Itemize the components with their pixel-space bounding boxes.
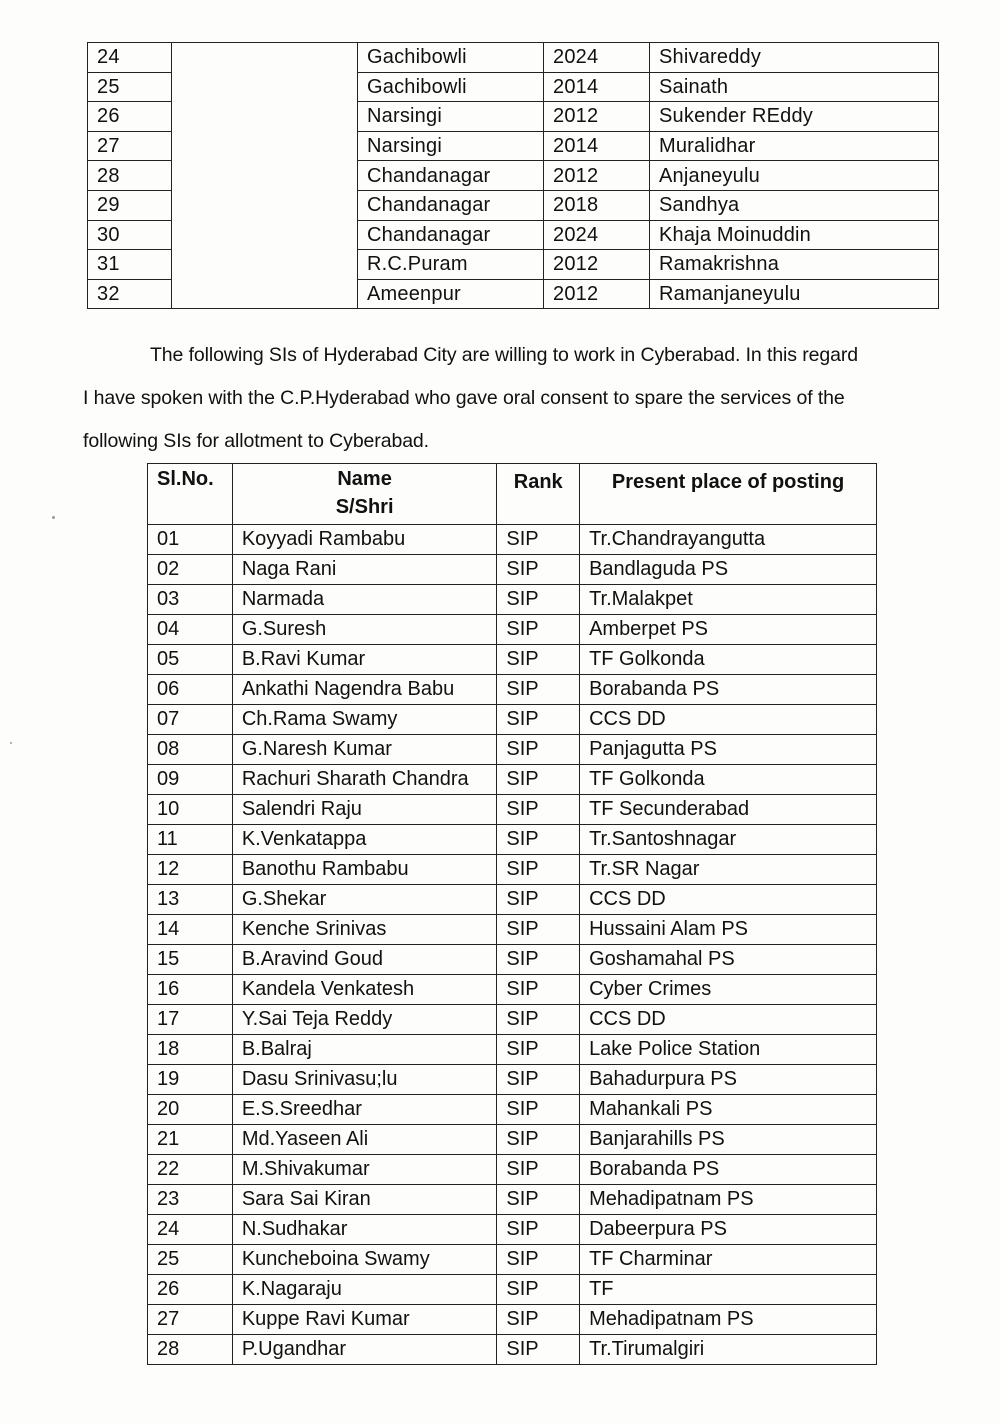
previous-list-table: [87, 42, 939, 309]
table-row: [148, 1095, 877, 1125]
sl-no-cell: 23: [148, 1185, 233, 1215]
row-number: 28: [88, 161, 172, 191]
officer-name-cell: Banothu Rambabu: [232, 855, 497, 885]
posting-cell: Borabanda PS: [580, 1155, 877, 1185]
officer-name-cell: G.Suresh: [232, 615, 497, 645]
name-cell: Khaja Moinuddin: [650, 220, 939, 250]
row-number: 25: [88, 72, 172, 102]
sl-no-cell: 14: [148, 915, 233, 945]
table-row: [148, 975, 877, 1005]
table-row: [148, 855, 877, 885]
posting-cell: Cyber Crimes: [580, 975, 877, 1005]
blank-cell: [172, 190, 358, 220]
paragraph-line-2: I have spoken with the C.P.Hyderabad who gave oral consent to spare the services of the: [83, 387, 845, 409]
officer-name-cell: M.Shivakumar: [232, 1155, 497, 1185]
officer-name-cell: Kenche Srinivas: [232, 915, 497, 945]
sl-no-cell: 18: [148, 1035, 233, 1065]
blank-cell: [172, 220, 358, 250]
table-row: [148, 705, 877, 735]
sl-no-cell: 21: [148, 1125, 233, 1155]
sl-no-cell: 11: [148, 825, 233, 855]
header-name-line-1: Name: [337, 468, 392, 490]
posting-cell: Lake Police Station: [580, 1035, 877, 1065]
sl-no-cell: 02: [148, 555, 233, 585]
officer-name-cell: B.Ravi Kumar: [232, 645, 497, 675]
rank-cell: SIP: [497, 855, 580, 885]
row-number: 31: [88, 250, 172, 280]
year-cell: 2024: [544, 220, 650, 250]
rank-cell: SIP: [497, 1035, 580, 1065]
sl-no-cell: 26: [148, 1275, 233, 1305]
rank-cell: SIP: [497, 975, 580, 1005]
rank-cell: SIP: [497, 645, 580, 675]
posting-cell: Amberpet PS: [580, 615, 877, 645]
blank-cell: [172, 131, 358, 161]
table-row: [148, 945, 877, 975]
row-number: 26: [88, 102, 172, 132]
posting-cell: CCS DD: [580, 705, 877, 735]
sl-no-cell: 13: [148, 885, 233, 915]
officer-name-cell: Sara Sai Kiran: [232, 1185, 497, 1215]
posting-cell: Tr.Chandrayangutta: [580, 525, 877, 555]
table-row: [88, 102, 939, 132]
sl-no-cell: 28: [148, 1335, 233, 1365]
table-row: [88, 220, 939, 250]
posting-cell: Mahankali PS: [580, 1095, 877, 1125]
officer-name-cell: Kandela Venkatesh: [232, 975, 497, 1005]
posting-cell: Tr.SR Nagar: [580, 855, 877, 885]
row-number: 27: [88, 131, 172, 161]
previous-list-body: [88, 43, 939, 309]
sl-no-cell: 07: [148, 705, 233, 735]
blank-cell: [172, 161, 358, 191]
year-cell: 2012: [544, 250, 650, 280]
posting-cell: TF Golkonda: [580, 765, 877, 795]
rank-cell: SIP: [497, 1155, 580, 1185]
posting-cell: Panjagutta PS: [580, 735, 877, 765]
officer-name-cell: E.S.Sreedhar: [232, 1095, 497, 1125]
table-row: [148, 645, 877, 675]
table-row: [148, 765, 877, 795]
officer-name-cell: B.Aravind Goud: [232, 945, 497, 975]
header-name-line-2: S/Shri: [335, 496, 394, 518]
posting-cell: Dabeerpura PS: [580, 1215, 877, 1245]
rank-cell: SIP: [497, 1275, 580, 1305]
table-header-row: [148, 464, 877, 525]
rank-cell: SIP: [497, 1095, 580, 1125]
sl-no-cell: 09: [148, 765, 233, 795]
table-row: [88, 161, 939, 191]
place-cell: Chandanagar: [358, 190, 544, 220]
name-cell: Muralidhar: [650, 131, 939, 161]
rank-cell: SIP: [497, 945, 580, 975]
rank-cell: SIP: [497, 765, 580, 795]
rank-cell: SIP: [497, 795, 580, 825]
si-allotment-table: [147, 463, 877, 1365]
table-row: [88, 72, 939, 102]
posting-cell: Tr.Tirumalgiri: [580, 1335, 877, 1365]
table-row: [148, 825, 877, 855]
rank-cell: SIP: [497, 1245, 580, 1275]
table-row: [148, 1125, 877, 1155]
table-row: [148, 1335, 877, 1365]
officer-name-cell: P.Ugandhar: [232, 1335, 497, 1365]
paragraph-line-3: following SIs for allotment to Cyberabad.: [83, 430, 429, 452]
blank-cell: [172, 72, 358, 102]
place-cell: Narsingi: [358, 102, 544, 132]
posting-cell: Goshamahal PS: [580, 945, 877, 975]
table-row: [148, 585, 877, 615]
posting-cell: TF: [580, 1275, 877, 1305]
rank-cell: SIP: [497, 915, 580, 945]
scan-speck: [10, 742, 12, 744]
rank-cell: SIP: [497, 1335, 580, 1365]
officer-name-cell: G.Naresh Kumar: [232, 735, 497, 765]
sl-no-cell: 22: [148, 1155, 233, 1185]
posting-cell: Bandlaguda PS: [580, 555, 877, 585]
name-cell: Anjaneyulu: [650, 161, 939, 191]
name-cell: Ramanjaneyulu: [650, 279, 939, 309]
table-row: [148, 1305, 877, 1335]
table-row: [148, 1155, 877, 1185]
officer-name-cell: Naga Rani: [232, 555, 497, 585]
table-row: [88, 43, 939, 73]
year-cell: 2012: [544, 102, 650, 132]
table-row: [148, 615, 877, 645]
table-row: [148, 735, 877, 765]
paragraph-line-1: The following SIs of Hyderabad City are willing to work in Cyberabad. In this regard: [150, 344, 859, 366]
officer-name-cell: Y.Sai Teja Reddy: [232, 1005, 497, 1035]
sl-no-cell: 01: [148, 525, 233, 555]
table-row: [88, 279, 939, 309]
sl-no-cell: 05: [148, 645, 233, 675]
name-cell: Sainath: [650, 72, 939, 102]
sl-no-cell: 16: [148, 975, 233, 1005]
table-row: [148, 1035, 877, 1065]
name-cell: Sukender REddy: [650, 102, 939, 132]
blank-cell: [172, 279, 358, 309]
rank-cell: SIP: [497, 675, 580, 705]
officer-name-cell: Dasu Srinivasu;lu: [232, 1065, 497, 1095]
table-row: [88, 131, 939, 161]
officer-name-cell: Narmada: [232, 585, 497, 615]
posting-cell: TF Secunderabad: [580, 795, 877, 825]
sl-no-cell: 20: [148, 1095, 233, 1125]
header-sl-no: Sl.No.: [148, 464, 233, 525]
name-cell: Sandhya: [650, 190, 939, 220]
year-cell: 2012: [544, 161, 650, 191]
table-row: [148, 675, 877, 705]
row-number: 24: [88, 43, 172, 73]
sl-no-cell: 08: [148, 735, 233, 765]
rank-cell: SIP: [497, 735, 580, 765]
year-cell: 2012: [544, 279, 650, 309]
posting-cell: Mehadipatnam PS: [580, 1305, 877, 1335]
rank-cell: SIP: [497, 705, 580, 735]
place-cell: R.C.Puram: [358, 250, 544, 280]
header-name: [232, 464, 497, 525]
place-cell: Chandanagar: [358, 220, 544, 250]
sl-no-cell: 06: [148, 675, 233, 705]
place-cell: Gachibowli: [358, 43, 544, 73]
place-cell: Chandanagar: [358, 161, 544, 191]
blank-cell: [172, 43, 358, 73]
year-cell: 2018: [544, 190, 650, 220]
sl-no-cell: 27: [148, 1305, 233, 1335]
posting-cell: Mehadipatnam PS: [580, 1185, 877, 1215]
row-number: 29: [88, 190, 172, 220]
table-row: [148, 915, 877, 945]
posting-cell: Borabanda PS: [580, 675, 877, 705]
posting-cell: Banjarahills PS: [580, 1125, 877, 1155]
officer-name-cell: G.Shekar: [232, 885, 497, 915]
table-row: [88, 250, 939, 280]
rank-cell: SIP: [497, 525, 580, 555]
rank-cell: SIP: [497, 615, 580, 645]
officer-name-cell: Koyyadi Rambabu: [232, 525, 497, 555]
place-cell: Narsingi: [358, 131, 544, 161]
row-number: 32: [88, 279, 172, 309]
posting-cell: Bahadurpura PS: [580, 1065, 877, 1095]
sl-no-cell: 19: [148, 1065, 233, 1095]
posting-cell: TF Golkonda: [580, 645, 877, 675]
table-row: [148, 1065, 877, 1095]
sl-no-cell: 12: [148, 855, 233, 885]
rank-cell: SIP: [497, 1185, 580, 1215]
sl-no-cell: 17: [148, 1005, 233, 1035]
officer-name-cell: Salendri Raju: [232, 795, 497, 825]
officer-name-cell: Md.Yaseen Ali: [232, 1125, 497, 1155]
sl-no-cell: 03: [148, 585, 233, 615]
table-row: [148, 1005, 877, 1035]
name-cell: Shivareddy: [650, 43, 939, 73]
consent-paragraph: [83, 334, 943, 463]
sl-no-cell: 10: [148, 795, 233, 825]
rank-cell: SIP: [497, 1065, 580, 1095]
rank-cell: SIP: [497, 825, 580, 855]
rank-cell: SIP: [497, 585, 580, 615]
sl-no-cell: 24: [148, 1215, 233, 1245]
row-number: 30: [88, 220, 172, 250]
officer-name-cell: Rachuri Sharath Chandra: [232, 765, 497, 795]
posting-cell: CCS DD: [580, 1005, 877, 1035]
table-row: [148, 1245, 877, 1275]
sl-no-cell: 25: [148, 1245, 233, 1275]
sl-no-cell: 04: [148, 615, 233, 645]
blank-cell: [172, 102, 358, 132]
posting-cell: TF Charminar: [580, 1245, 877, 1275]
officer-name-cell: Kuppe Ravi Kumar: [232, 1305, 497, 1335]
posting-cell: CCS DD: [580, 885, 877, 915]
officer-name-cell: K.Nagaraju: [232, 1275, 497, 1305]
table-row: [148, 885, 877, 915]
page-corner-mark: [0, 0, 44, 38]
officer-name-cell: Kuncheboina Swamy: [232, 1245, 497, 1275]
posting-cell: Tr.Santoshnagar: [580, 825, 877, 855]
place-cell: Ameenpur: [358, 279, 544, 309]
rank-cell: SIP: [497, 1305, 580, 1335]
rank-cell: SIP: [497, 1005, 580, 1035]
header-rank: Rank: [497, 464, 580, 525]
officer-name-cell: Ankathi Nagendra Babu: [232, 675, 497, 705]
officer-name-cell: Ch.Rama Swamy: [232, 705, 497, 735]
table-row: [88, 190, 939, 220]
table-row: [148, 1275, 877, 1305]
year-cell: 2014: [544, 72, 650, 102]
table-row: [148, 555, 877, 585]
scan-speck: [52, 516, 55, 519]
table-row: [148, 795, 877, 825]
officer-name-cell: N.Sudhakar: [232, 1215, 497, 1245]
table-row: [148, 1215, 877, 1245]
blank-cell: [172, 250, 358, 280]
rank-cell: SIP: [497, 1125, 580, 1155]
name-cell: Ramakrishna: [650, 250, 939, 280]
table-row: [148, 525, 877, 555]
place-cell: Gachibowli: [358, 72, 544, 102]
header-posting: Present place of posting: [580, 464, 877, 525]
rank-cell: SIP: [497, 555, 580, 585]
sl-no-cell: 15: [148, 945, 233, 975]
year-cell: 2014: [544, 131, 650, 161]
officer-name-cell: B.Balraj: [232, 1035, 497, 1065]
rank-cell: SIP: [497, 1215, 580, 1245]
year-cell: 2024: [544, 43, 650, 73]
officer-name-cell: K.Venkatappa: [232, 825, 497, 855]
posting-cell: Hussaini Alam PS: [580, 915, 877, 945]
si-allotment-body: [148, 525, 877, 1365]
rank-cell: SIP: [497, 885, 580, 915]
posting-cell: Tr.Malakpet: [580, 585, 877, 615]
table-row: [148, 1185, 877, 1215]
